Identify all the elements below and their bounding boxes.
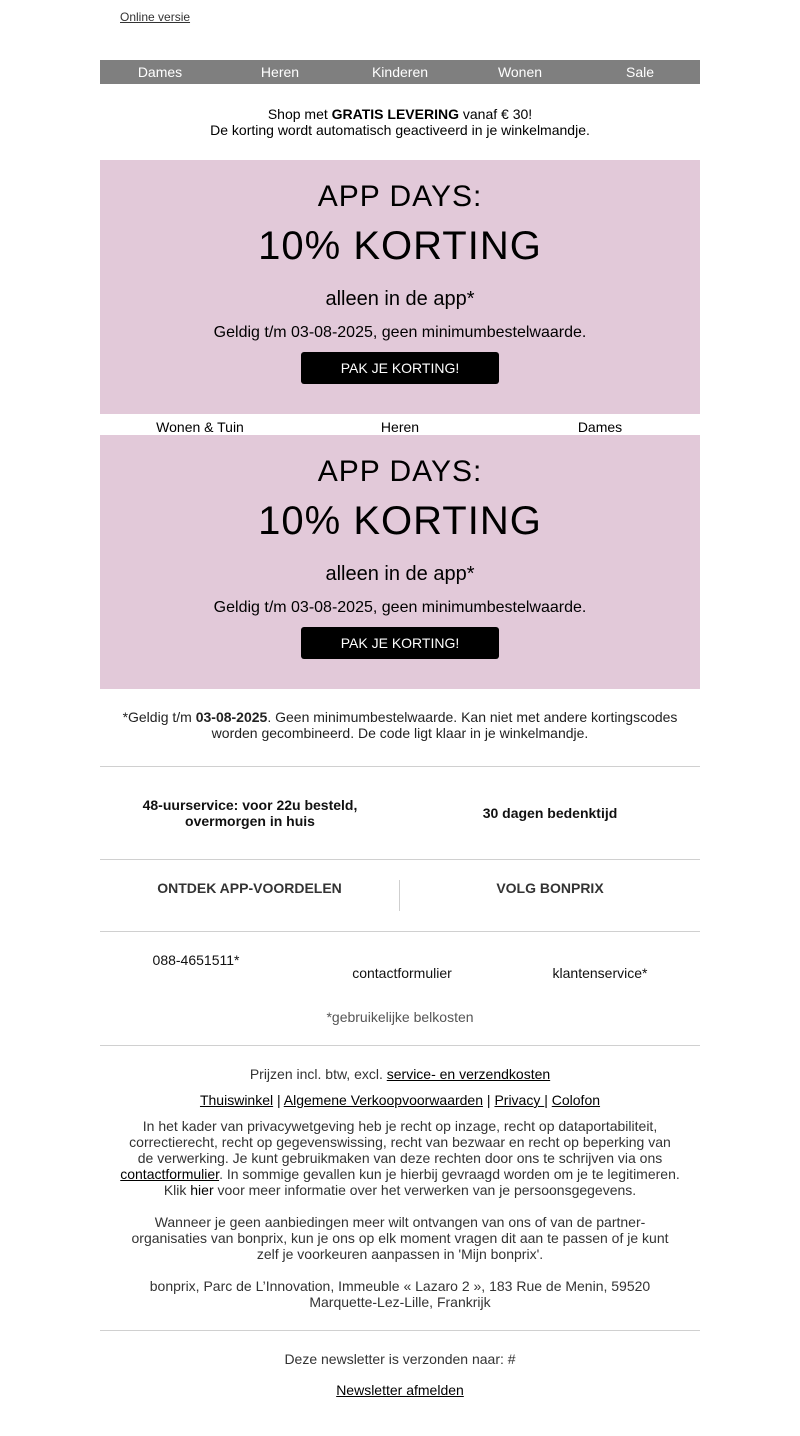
disclaimer-prefix: *Geldig t/m [122,709,196,725]
colofon-link[interactable]: Colofon [551,1092,601,1108]
legal-links: Thuiswinkel | Algemene Verkoopvoorwaarden | Privacy | Colofon [199,1092,601,1108]
promo-title: APP DAYS: [317,455,483,488]
nav-item-wonen[interactable]: Wonen [497,64,543,80]
privacy-link[interactable]: Privacy [494,1092,545,1108]
promo-cta-button[interactable]: PAK JE KORTING! [301,627,499,659]
category-nav [100,60,700,84]
phone-number[interactable]: 088-4651511* [152,952,240,968]
shipping-line2: De korting wordt automatisch geactiveerd in je winkelmandje. [210,122,590,138]
subnav-item-wonen-tuin[interactable]: Wonen & Tuin [156,419,244,435]
privacy-text-part2: . In sommige gevallen kun je hierbij gevraagd worden om je te legitimeren. Klik [163,1166,680,1198]
app-benefits-link[interactable]: ONTDEK APP-VOORDELEN [157,880,342,896]
unsubscribe-wrap [120,1382,680,1398]
shipping-banner [100,106,700,138]
privacy-contact-link[interactable]: contactformulier [120,1166,220,1182]
privacy-text-part1: In het kader van privacywetgeving heb je recht op inzage, recht op dataportabiliteit, correctierecht, recht op gegevenswissing, recht van bezwaar en recht op beperking van de verwerking. Je kunt gebruikmaken van deze rechten door ons te schrijven via ons [129,1118,671,1166]
contact-form-link[interactable]: contactformulier [352,965,452,981]
company-address: bonprix, Parc de L’Innovation, Immeuble « Lazaro 2 », 183 Rue de Menin, 59520 Marquette-Lez-Lille, Frankrijk [149,1278,651,1310]
usp-delivery [110,797,390,829]
nav-item-dames[interactable]: Dames [137,64,183,80]
shipping-bold: GRATIS LEVERING [331,106,459,122]
promo-title: APP DAYS: [317,180,483,213]
disclaimer-suffix: . Geen minimumbestelwaarde. Kan niet met andere kortingscodes worden gecombineerd. De code ligt klaar in je winkelmandje. [211,709,678,741]
usp-delivery-line2: overmorgen in huis [185,813,315,829]
usp-return: 30 dagen bedenktijd [482,805,618,821]
newsletter-recipient: Deze newsletter is verzonden naar: # [284,1351,516,1367]
customer-service-link[interactable]: klantenservice* [552,965,648,981]
promo-discount: 10% KORTING [258,224,542,268]
divider [100,766,700,767]
divider [100,1330,700,1331]
subnav-item-dames[interactable]: Dames [577,419,623,435]
follow-bonprix-link[interactable]: VOLG BONPRIX [496,880,604,896]
promo-validity: Geldig t/m 03-08-2025, geen minimumbestelwaarde. [213,324,587,341]
promo-cta-button[interactable]: PAK JE KORTING! [301,352,499,384]
service-costs-link[interactable]: service- en verzendkosten [386,1066,551,1082]
thuiswinkel-link[interactable]: Thuiswinkel [199,1092,274,1108]
promo-validity: Geldig t/m 03-08-2025, geen minimumbestelwaarde. [213,599,587,616]
optout-text: Wanneer je geen aanbiedingen meer wilt ontvangen van ons of van de partner-organisaties van bonprix, kun je ons op elk moment vragen dit aan te passen of je kunt zelf je voorkeuren aanpassen in 'Mijn bonprix'. [131,1214,669,1262]
divider [100,931,700,932]
promo-disclaimer [110,709,690,741]
privacy-here-link[interactable]: hier [190,1182,214,1198]
promo-subtitle: alleen in de app* [325,288,475,310]
terms-link[interactable]: Algemene Verkoopvoorwaarden [283,1092,484,1108]
subnav-item-heren[interactable]: Heren [380,419,420,435]
shipping-prefix: Shop met [267,106,332,122]
promo-discount: 10% KORTING [258,499,542,543]
unsubscribe-link[interactable]: Newsletter afmelden [336,1382,464,1398]
promo-block [100,435,700,689]
prices-prefix: Prijzen incl. btw, excl. [249,1066,387,1082]
nav-item-sale[interactable]: Sale [625,64,655,80]
privacy-text-part3: voor meer informatie over het verwerken van je persoonsgegevens. [213,1182,637,1198]
call-cost-note: *gebruikelijke belkosten [326,1009,474,1025]
usp-delivery-line1: 48-uurservice: voor 22u besteld, [142,797,358,813]
shipping-suffix: vanaf € 30! [458,106,533,122]
nav-item-kinderen[interactable]: Kinderen [371,64,429,80]
divider [100,1045,700,1046]
divider [100,859,700,860]
privacy-text [120,1118,680,1198]
online-version-link[interactable]: Online versie [120,10,191,24]
promo-subtitle: alleen in de app* [325,563,475,585]
promo-block [100,160,700,414]
nav-item-heren[interactable]: Heren [260,64,300,80]
prices-note [120,1066,680,1082]
sub-nav [100,414,700,435]
disclaimer-date: 03-08-2025 [195,709,268,725]
